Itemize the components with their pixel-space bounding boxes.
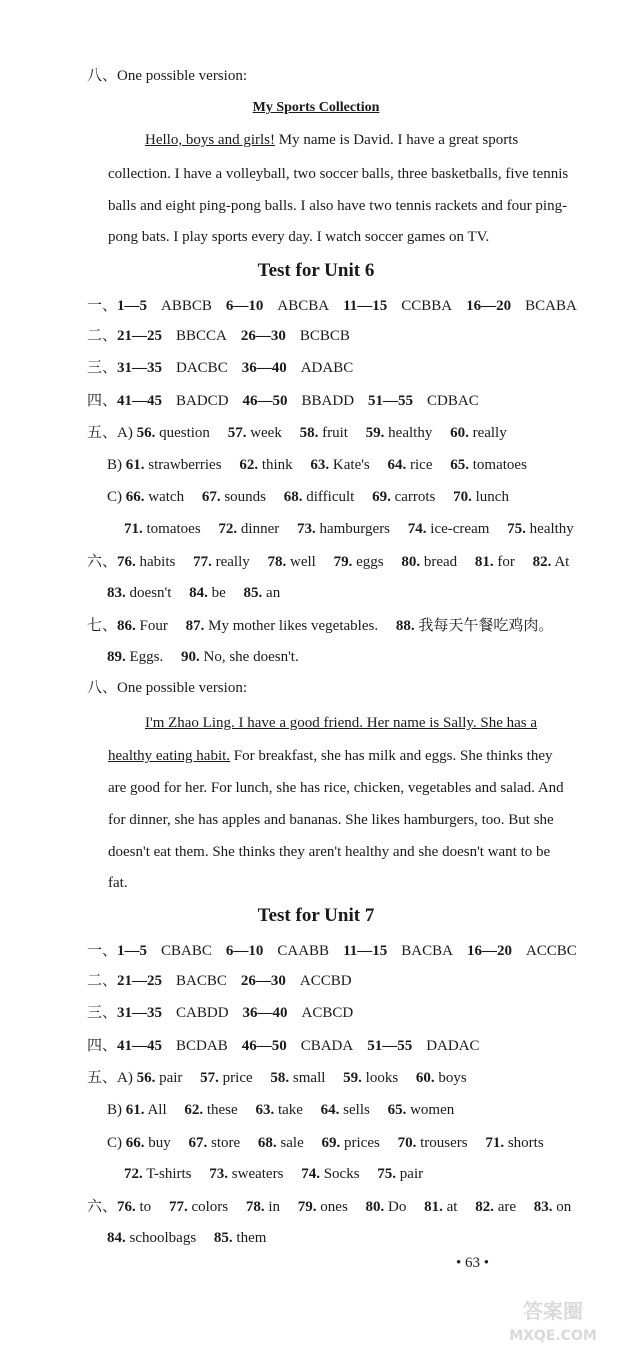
watermark-url: MXQE.COM [509,1328,597,1344]
item-answer: prices [344,1135,380,1151]
item-answer: Do [388,1199,407,1215]
range: 31—35 [117,1005,163,1021]
item-num: 77. [193,554,212,570]
answers: CAABB [277,943,330,959]
item-num: 83. [533,1199,553,1215]
item-answer: shorts [507,1135,544,1151]
section-label: 一、 [87,943,118,959]
answers: DACBC [176,360,228,376]
range: 11—15 [343,298,388,314]
section-label: 二、 [87,973,118,989]
range: 31—35 [117,360,163,376]
item-num: 79. [333,554,353,570]
essay-line-2: collection. I have a volleyball, two soccer balls, three basketballs, five tennis [108,166,569,182]
item-answer: them [236,1230,267,1246]
item-num: 81. [424,1199,443,1215]
item-answer: My mother likes vegetables. [208,618,379,634]
essay-line-1-rest: My name is David. I have a great sports [274,132,519,148]
part-tag: C) [107,1135,122,1151]
range: 26—30 [240,328,286,344]
item-num: 58. [299,425,319,441]
item-num: 73. [209,1166,229,1182]
section-label: 六、 [87,554,118,570]
item-answer: strawberries [148,457,222,473]
answers: BACBC [176,973,227,989]
item-num: 68. [283,489,303,505]
item-num: 78. [245,1199,265,1215]
item-answer: women [410,1102,455,1118]
item-num: 56. [136,1070,156,1086]
u6-essay-line-1 [145,713,537,733]
range: 36—40 [241,360,287,376]
u6-s5-c [107,487,509,507]
item-num: 62. [184,1102,204,1118]
item-answer: to [139,1199,152,1215]
part-tag: A) [117,1070,133,1086]
range: 51—55 [367,1038,413,1054]
u6-essay-line-5: doesn't eat them. She thinks they aren't healthy and she doesn't want to be [108,844,551,860]
item-num: 60. [415,1070,435,1086]
item-answer: at [446,1199,458,1215]
item-answer: schoolbags [129,1230,197,1246]
essay-text: For breakfast, she has milk and eggs. She thinks they [230,748,553,764]
answers: ADABC [300,360,354,376]
item-num: 59. [343,1070,362,1086]
page-number: • 63 • [456,1255,490,1271]
item-num: 75. [377,1166,397,1182]
range: 41—45 [117,1038,163,1054]
item-answer: trousers [420,1135,468,1151]
item-num: 69. [372,489,391,505]
item-num: 82. [475,1199,494,1215]
answers: CBADA [300,1038,354,1054]
u7-s5-b [107,1100,454,1120]
item-num: 80. [401,554,421,570]
item-num: 81. [474,554,494,570]
u6-essay-line-3: are good for her. For lunch, she has rice, chicken, vegetables and salad. And [108,780,564,796]
item-num: 58. [270,1070,290,1086]
item-num: 63. [310,457,330,473]
item-answer: No, she doesn't. [203,649,299,665]
item-num: 73. [296,521,316,537]
u6-s7 [87,616,553,636]
answers: ACCBD [299,973,352,989]
item-num: 76. [117,554,136,570]
range: 16—20 [466,943,512,959]
item-answer: T-shirts [146,1166,192,1182]
part-tag: A) [117,425,133,441]
item-answer: hamburgers [319,521,391,537]
item-answer: boys [438,1070,467,1086]
item-answer: for [497,554,515,570]
item-num: 84. [189,585,208,601]
item-num: 76. [117,1199,136,1215]
item-num: 82. [532,554,552,570]
u6-s6-2 [107,583,280,603]
answers: BCABA [525,298,577,314]
u6-s4 [87,391,479,411]
unit7-title: Test for Unit 7 [257,905,375,926]
item-num: 85. [243,585,263,601]
item-num: 85. [213,1230,233,1246]
item-num: 83. [107,585,126,601]
u6-essay-line-6: fat. [108,875,128,891]
item-num: 56. [136,425,156,441]
watermark-text: 答案圈 [523,1299,583,1323]
range: 11—15 [343,943,388,959]
item-answer: dinner [240,521,280,537]
range: 21—25 [117,328,163,344]
item-answer: think [261,457,293,473]
item-num: 62. [239,457,259,473]
section-label: 七、 [87,618,118,634]
u6-s1 [87,296,577,316]
u6-s7-2 [107,647,299,667]
range: 46—50 [241,1038,287,1054]
item-answer: take [277,1102,303,1118]
item-num: 70. [397,1135,417,1151]
item-answer: buy [148,1135,171,1151]
item-num: 67. [201,489,221,505]
section-label: 五、 [87,425,118,441]
item-num: 60. [450,425,469,441]
range: 26—30 [240,973,286,989]
range: 1—5 [117,298,148,314]
item-answer: pair [159,1070,183,1086]
item-answer: rice [410,457,433,473]
answers: ACBCD [301,1005,354,1021]
answers: CCBBA [401,298,453,314]
item-num: 68. [257,1135,277,1151]
item-answer: tomatoes [472,457,527,473]
u7-s6 [87,1197,571,1217]
range: 1—5 [117,943,148,959]
item-num: 61. [125,1102,145,1118]
essay-text: healthy eating habit. [108,748,231,764]
answers: ACCBC [525,943,577,959]
essay-line-4: pong bats. I play sports every day. I watch soccer games on TV. [108,229,490,245]
item-num: 64. [320,1102,340,1118]
range: 36—40 [242,1005,288,1021]
item-num: 74. [301,1166,320,1182]
section-8-label: 八、One possible version: [87,68,247,84]
item-answer: price [222,1070,253,1086]
item-answer: difficult [306,489,355,505]
answers: BBADD [301,393,355,409]
item-num: 71. [485,1135,505,1151]
item-num: 70. [453,489,472,505]
item-num: 61. [125,457,145,473]
answers: BCDAB [176,1038,228,1054]
item-answer: in [268,1199,281,1215]
item-answer: on [556,1199,572,1215]
item-answer: be [211,585,226,601]
section-label: 一、 [87,298,118,314]
item-num: 90. [181,649,200,665]
item-answer: looks [365,1070,399,1086]
item-num: 86. [117,618,136,634]
section-label: 三、 [87,360,118,376]
answers: CBABC [161,943,212,959]
part-tag: B) [107,457,122,473]
item-answer: sweaters [231,1166,284,1182]
answers: CDBAC [427,393,479,409]
item-answer: well [290,554,316,570]
item-num: 63. [255,1102,275,1118]
range: 21—25 [117,973,163,989]
item-answer: eggs [356,554,384,570]
answers: CABDD [176,1005,229,1021]
item-answer: sale [280,1135,304,1151]
item-answer: ice-cream [430,521,490,537]
item-num: 72. [218,521,238,537]
u7-s4 [87,1036,480,1056]
essay-greeting: Hello, boys and girls! [145,132,275,148]
item-num: 84. [107,1230,126,1246]
item-num: 69. [321,1135,341,1151]
u6-s2 [87,326,350,346]
item-num: 64. [387,457,407,473]
u7-s2 [87,971,352,991]
u6-s5-b [107,455,527,475]
item-answer: Eggs. [129,649,164,665]
item-answer: week [250,425,282,441]
item-answer: Four [139,618,168,634]
range: 51—55 [368,393,414,409]
range: 41—45 [117,393,163,409]
item-num: 79. [297,1199,317,1215]
u6-essay-line-2 [108,746,553,766]
item-num: 80. [365,1199,385,1215]
item-answer: these [206,1102,238,1118]
section-label: 五、 [87,1070,118,1086]
item-num: 67. [188,1135,208,1151]
section-label: 三、 [87,1005,118,1021]
item-answer: question [159,425,210,441]
item-answer: habits [139,554,176,570]
item-num: 75. [507,521,526,537]
item-num: 77. [168,1199,188,1215]
u7-s1 [87,941,577,961]
u6-essay-line-4: for dinner, she has apples and bananas. She likes hamburgers, too. But she [108,812,554,828]
item-answer: sells [343,1102,370,1118]
essay-line-1 [145,130,518,150]
item-answer: sounds [224,489,267,505]
u6-s5-c2 [124,519,574,539]
item-answer: are [497,1199,517,1215]
item-answer: lunch [475,489,509,505]
item-answer: fruit [322,425,348,441]
u6-s6 [87,552,569,572]
u7-s6-2 [107,1228,266,1248]
range: 16—20 [466,298,512,314]
item-answer: watch [148,489,185,505]
u6-s5-a [87,423,507,443]
item-answer: an [266,585,281,601]
item-answer: healthy [529,521,574,537]
item-num: 89. [107,649,126,665]
item-answer: tomatoes [146,521,201,537]
answers: DADAC [426,1038,480,1054]
range: 46—50 [242,393,288,409]
u6-s3 [87,358,353,378]
range: 6—10 [225,943,264,959]
item-answer: colors [191,1199,229,1215]
item-answer: bread [423,554,458,570]
item-num: 66. [125,489,145,505]
item-num: 87. [185,618,205,634]
item-answer: really [472,425,507,441]
item-answer: Kate's [332,457,370,473]
essay-line-3: balls and eight ping-pong balls. I also have two tennis rackets and four ping- [108,198,568,214]
item-answer: Socks [323,1166,360,1182]
unit6-title: Test for Unit 6 [257,260,375,281]
item-num: 65. [450,457,469,473]
u7-s5-c [107,1133,544,1153]
item-answer: healthy [388,425,433,441]
answers: ABBCB [161,298,212,314]
item-answer: 我每天午餐吃鸡肉。 [418,618,554,634]
u7-s5-a [87,1068,467,1088]
item-answer: ones [320,1199,348,1215]
item-num: 65. [387,1102,407,1118]
item-answer: All [147,1102,167,1118]
essay-text: I'm Zhao Ling. I have a good friend. Her name is Sally. She has a [145,715,538,731]
u6-s8-label: 八、One possible version: [87,680,247,696]
item-num: 78. [267,554,287,570]
item-answer: carrots [394,489,436,505]
essay-title: My Sports Collection [252,100,380,115]
section-label: 四、 [87,393,118,409]
item-answer: small [292,1070,326,1086]
item-num: 57. [227,425,247,441]
u7-s5-c2 [124,1164,423,1184]
part-tag: C) [107,489,122,505]
u7-s3 [87,1003,353,1023]
range: 6—10 [225,298,264,314]
item-answer: doesn't [129,585,172,601]
answers: BBCCA [176,328,227,344]
answers: BADCD [176,393,229,409]
item-answer: store [211,1135,241,1151]
item-answer: pair [399,1166,424,1182]
section-label: 六、 [87,1199,118,1215]
item-num: 71. [124,521,143,537]
item-num: 59. [365,425,385,441]
item-num: 72. [124,1166,143,1182]
answers: BACBA [401,943,453,959]
item-num: 88. [395,618,415,634]
section-label: 二、 [87,328,118,344]
section-label: 四、 [87,1038,118,1054]
item-num: 57. [200,1070,219,1086]
answers: BCBCB [299,328,350,344]
item-num: 74. [407,521,427,537]
watermark-logo [478,1296,628,1346]
item-answer: At [554,554,570,570]
part-tag: B) [107,1102,122,1118]
item-answer: really [215,554,250,570]
item-num: 66. [125,1135,145,1151]
answers: ABCBA [277,298,330,314]
